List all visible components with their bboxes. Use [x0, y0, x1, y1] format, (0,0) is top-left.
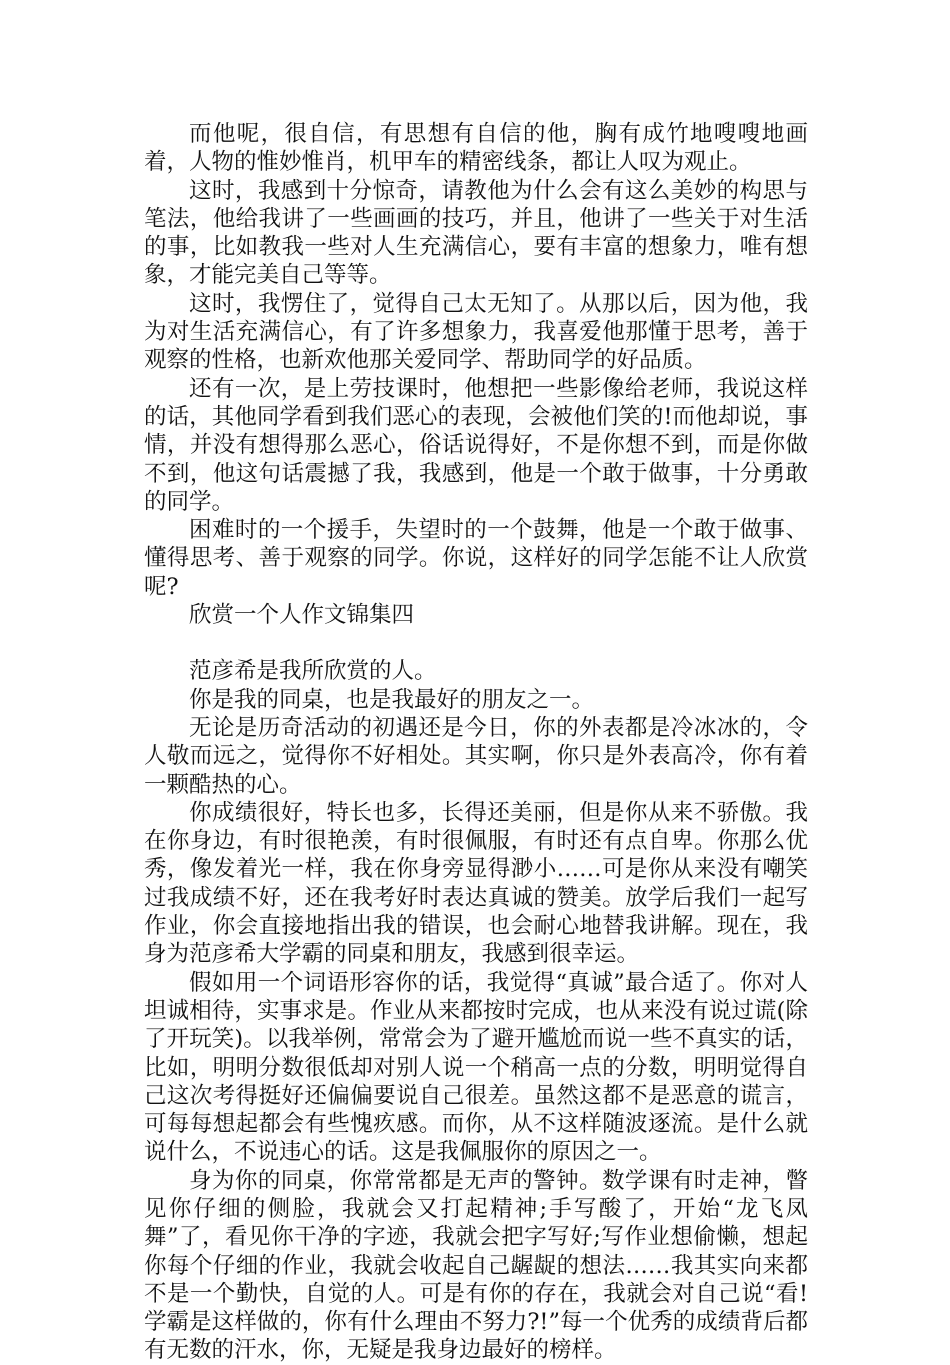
- section-heading: 欣赏一个人作文锦集四: [189, 602, 415, 629]
- paragraph: 范彦希是我所欣赏的人。: [189, 658, 437, 685]
- paragraph: 这时，我感到十分惊奇，请教他为什么会有这么美妙的构思与笔法，他给我讲了一些画画的技巧，并且，他讲了一些关于对生活的事，比如教我一些对人生充满信心，要有丰富的想象力，唯有想象，才能完美自己等等。: [144, 177, 808, 289]
- paragraph: 你是我的同桌，也是我最好的朋友之一。: [189, 686, 595, 713]
- paragraph: 而他呢，很自信，有思想有自信的他，胸有成竹地嗖嗖地画着，人物的惟妙惟肖，机甲车的精密线条，都让人叹为观止。: [144, 121, 808, 176]
- paragraph: 无论是历奇活动的初遇还是今日，你的外表都是冷冰冰的，令人敬而远之，觉得你不好相处。其实啊，你只是外表高冷，你有着一颗酷热的心。: [144, 714, 808, 798]
- paragraph: 身为你的同桌，你常常都是无声的警钟。数学课有时走神，瞥见你仔细的侧脸，我就会又打起精神;手写酸了，开始“龙飞凤舞”了，看见你干净的字迹，我就会把字写好;写作业想偷懒，想起你每个仔细的作业，我就会收起自己龌龊的想法……我其实向来都不是一个勤快，自觉的人。可是有你的存在，我就会对自己说“看!学霸是这样做的，你有什么理由不努力?!”每一个优秀的成绩背后都有无数的汗水，你，无疑是我身边最好的榜样。: [144, 1167, 808, 1364]
- paragraph: 还有一次，是上劳技课时，他想把一些影像给老师，我说这样的话，其他同学看到我们恶心的表现，会被他们笑的!而他却说，事情，并没有想得那么恶心，俗话说得好，不是你想不到，而是你做不到，他这句话震撼了我，我感到，他是一个敢于做事，十分勇敢的同学。: [144, 375, 808, 515]
- paragraph: 困难时的一个援手，失望时的一个鼓舞，他是一个敢于做事、懂得思考、善于观察的同学。你说，这样好的同学怎能不让人欣赏呢?: [144, 517, 808, 600]
- paragraph: 假如用一个词语形容你的话，我觉得“真诚”最合适了。你对人坦诚相待，实事求是。作业从来都按时完成，也从来没有说过谎(除了开玩笑)。以我举例，常常会为了避开尴尬而说一些不真实的话，比如，明明分数很低却对别人说一个稍高一点的分数，明明觉得自己这次考得挺好还偏偏要说自己很差。虽然这都不是恶意的谎言，可每每想起都会有些愧疚感。而你，从不这样随波逐流。是什么就说什么，不说违心的话。这是我佩服你的原因之一。: [144, 969, 808, 1166]
- paragraph: 这时，我愣住了，觉得自己太无知了。从那以后，因为他，我为对生活充满信心，有了许多想象力，我喜爱他那懂于思考，善于观察的性格，也新欢他那关爱同学、帮助同学的好品质。: [144, 290, 808, 374]
- document-page: [144, 120, 808, 1365]
- paragraph: 你成绩很好，特长也多，长得还美丽，但是你从来不骄傲。我在你身边，有时很艳羡，有时很佩服，有时还有点自卑。你那么优秀，像发着光一样，我在你身旁显得渺小……可是你从来没有嘲笑过我成绩不好，还在我考好时表达真诚的赞美。放学后我们一起写作业，你会直接地指出我的错误，也会耐心地替我讲解。现在，我身为范彦希大学霸的同桌和朋友，我感到很幸运。: [144, 799, 808, 968]
